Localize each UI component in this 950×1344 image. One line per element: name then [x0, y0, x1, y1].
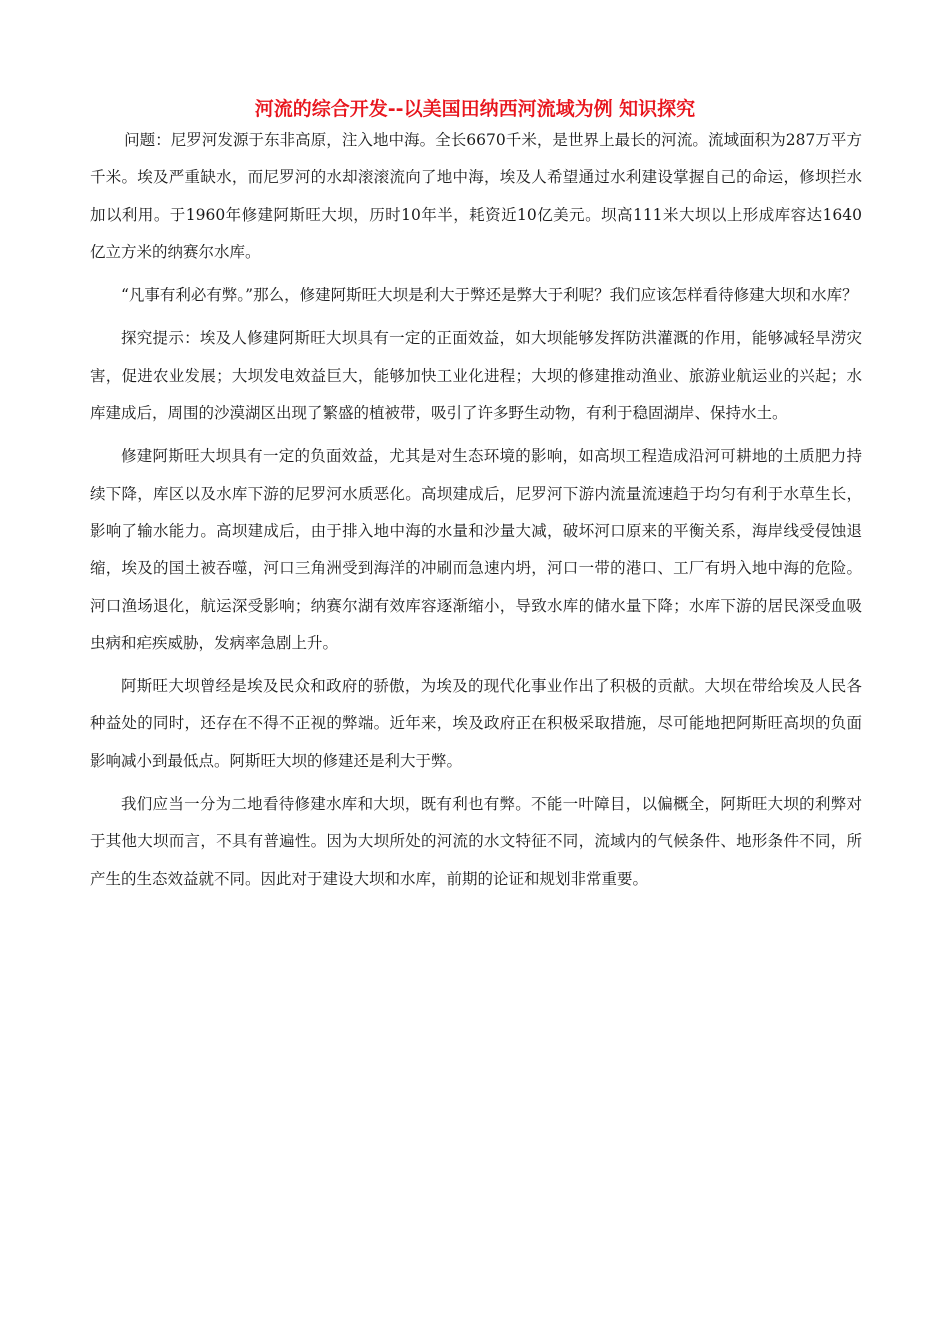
document-title: 河流的综合开发--以美国田纳西河流域为例 知识探究: [254, 98, 696, 120]
paragraph-negative-effects: 修建阿斯旺大坝具有一定的负面效益，尤其是对生态环境的影响，如高坝工程造成沿河可耕地的土质肥力持续下降，库区以及水库下游的尼罗河水质恶化。高坝建成后，尼罗河下游内流量流速趋于均匀有利于水草生长，影响了输水能力。高坝建成后，由于排入地中海的水量和沙量大减，破坏河口原来的平衡关系，海岸线受侵蚀退缩，埃及的国土被吞噬，河口三角洲受到海洋的冲刷而急速内坍，河口一带的港口、工厂有坍入地中海的危险。河口渔场退化，航运深受影响；纳赛尔湖有效库容逐渐缩小，导致水库的储水量下降；水库下游的居民深受血吸虫病和疟疾威胁，发病率急剧上升。: [90, 447, 862, 652]
document-body: [90, 122, 862, 898]
paragraph-conclusion: 我们应当一分为二地看待修建水库和大坝，既有利也有弊。不能一叶障目，以偏概全，阿斯旺大坝的利弊对于其他大坝而言，不具有普遍性。因为大坝所处的河流的水文特征不同，流域内的气候条件、地形条件不同，所产生的生态效益就不同。因此对于建设大坝和水库，前期的论证和规划非常重要。: [90, 795, 862, 888]
paragraph-pros-cons-question: “凡事有利必有弊。”那么，修建阿斯旺大坝是利大于弊还是弊大于利呢？我们应该怎样看待修建大坝和水库？: [121, 286, 858, 305]
paragraph-question: 问题：尼罗河发源于东非高原，注入地中海。全长6670千米，是世界上最长的河流。流域面积为287万平方千米。埃及严重缺水，而尼罗河的水却滚滚流向了地中海，埃及人希望通过水利建设掌握自己的命运，修坝拦水加以利用。于1960年修建阿斯旺大坝，历时10年半，耗资近10亿美元。坝高111米大坝以上形成库容达1640 亿立方米的纳赛尔水库。: [90, 131, 862, 261]
paragraph-evaluation: 阿斯旺大坝曾经是埃及民众和政府的骄傲，为埃及的现代化事业作出了积极的贡献。大坝在带给埃及人民各种益处的同时，还存在不得不正视的弊端。近年来，埃及政府正在积极采取措施，尽可能地把阿斯旺高坝的负面影响减小到最低点。阿斯旺大坝的修建还是利大于弊。: [90, 677, 862, 770]
paragraph-hint-benefits: 探究提示：埃及人修建阿斯旺大坝具有一定的正面效益，如大坝能够发挥防洪灌溉的作用，能够减轻旱涝灾害，促进农业发展；大坝发电效益巨大，能够加快工业化进程；大坝的修建推动渔业、旅游业航运业的兴起；水库建成后，周围的沙漠湖区出现了繁盛的植被带，吸引了许多野生动物，有利于稳固湖岸、保持水土。: [90, 329, 862, 423]
